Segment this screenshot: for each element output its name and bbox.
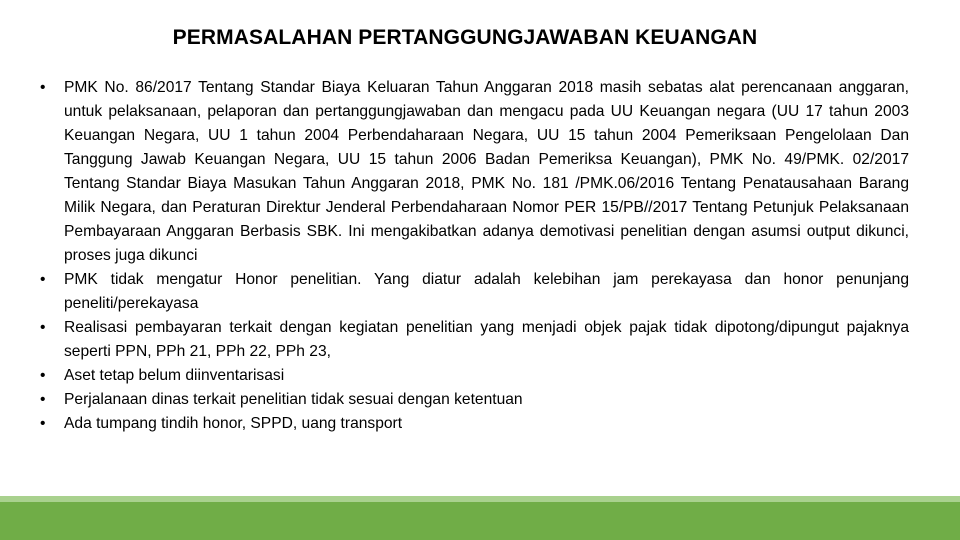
bullet-item-tumpang-tindih: • Ada tumpang tindih honor, SPPD, uang transport: [40, 412, 909, 436]
bullet-item-pmk-86: • PMK No. 86/2017 Tentang Standar Biaya Keluaran Tahun Anggaran 2018 masih sebatas alat perencanaan anggaran, untuk pelaksanaan, pelaporan dan pertanggungjawaban dan mengacu pada UU Keuangan negara (UU 17 tahun 2003 Keuangan Negara, UU 1 tahun 2004 Perbendaharaan Negara, UU 15 tahun 2004 Pemeriksaan Pengelolaan Dan Tanggung Jawab Keuangan Negara, UU 15 tahun 2006 Badan Pemeriksa Keuangan), PMK No. 49/PMK. 02/2017 Tentang Standar Biaya Masukan Tahun Anggaran 2018, PMK No. 181 /PMK.06/2016 Tentang Penatausahaan Barang Milik Negara, dan Peraturan Direktur Jenderal Perbendaharaan Nomor PER 15/PB//2017 Tentang Petunjuk Pelaksanaan Pembayaraan Anggaran Berbasis SBK. Ini mengakibatkan adanya demotivasi penelitian dengan asumsi output dikunci, proses juga dikunci: [40, 76, 909, 268]
bullet-item-honor: • PMK tidak mengatur Honor penelitian. Yang diatur adalah kelebihan jam perekayasa dan honor penunjang peneliti/perekayasa: [40, 268, 909, 316]
footer-bar: [0, 502, 960, 540]
bullet-item-aset: • Aset tetap belum diinventarisasi: [40, 364, 909, 388]
bullet-item-pajak: • Realisasi pembayaran terkait dengan kegiatan penelitian yang menjadi objek pajak tidak dipotong/dipungut pajaknya seperti PPN, PPh 21, PPh 22, PPh 23,: [40, 316, 909, 364]
bullet-list: [40, 76, 909, 436]
bullet-item-perjalanan-dinas: • Perjalanaan dinas terkait penelitian tidak sesuai dengan ketentuan: [40, 388, 909, 412]
slide-title: PERMASALAHAN PERTANGGUNGJAWABAN KEUANGAN: [172, 26, 758, 49]
